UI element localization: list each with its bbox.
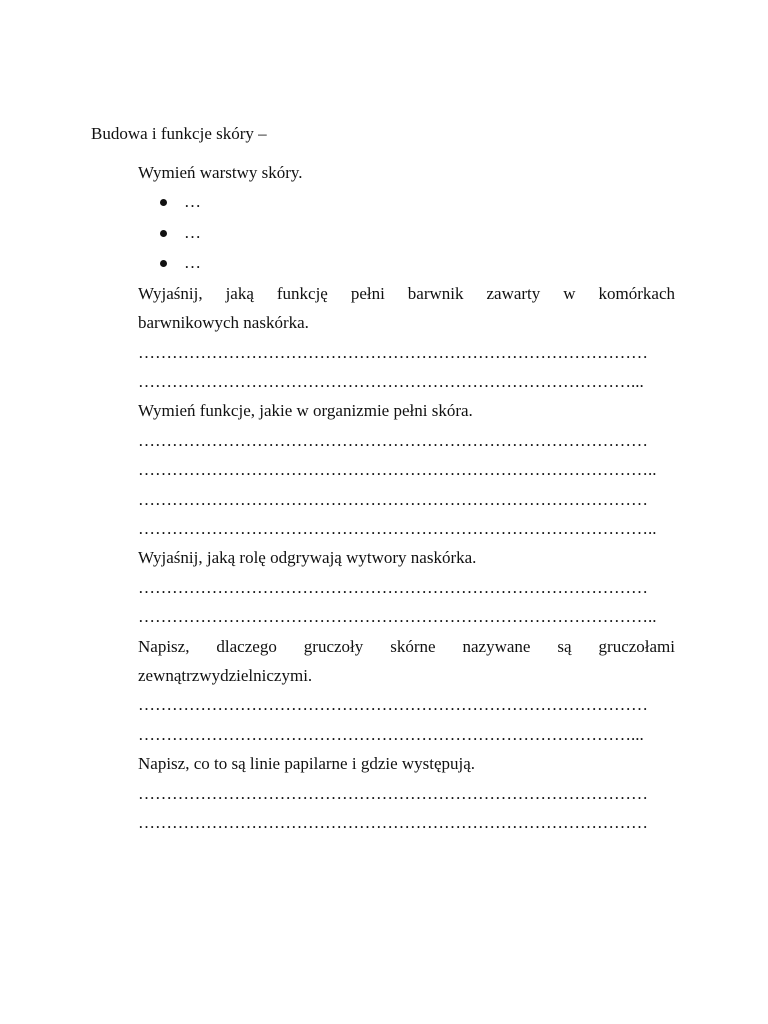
question-6: Napisz, co to są linie papilarne i gdzie występują. bbox=[138, 754, 476, 774]
question-3: Wymień funkcje, jakie w organizmie pełni skóra. bbox=[138, 401, 473, 421]
bullet-text: … bbox=[184, 192, 201, 212]
answer-line: ……………………………………………………………………………… bbox=[138, 489, 648, 509]
question-5-line-1: Napisz, dlaczego gruczoły skórne nazywane są gruczołami bbox=[138, 636, 675, 656]
answer-line: ……………………………………………………………………………….. bbox=[138, 607, 657, 627]
question-2-line-1: Wyjaśnij, jaką funkcję pełni barwnik zawarty w komórkach bbox=[138, 283, 675, 303]
answer-line: ……………………………………………………………………………… bbox=[138, 430, 648, 450]
worksheet-title: Budowa i funkcje skóry – bbox=[91, 124, 267, 143]
answer-line: ……………………………………………………………………………… bbox=[138, 783, 648, 803]
answer-line: ……………………………………………………………………………… bbox=[138, 812, 648, 832]
bullet-text: … bbox=[184, 253, 201, 273]
answer-line: ……………………………………………………………………………….. bbox=[138, 460, 657, 480]
answer-line: ……………………………………………………………………………... bbox=[138, 724, 644, 744]
question-1: Wymień warstwy skóry. bbox=[138, 163, 303, 182]
question-2-line-2: barwnikowych naskórka. bbox=[138, 313, 309, 333]
bullet-icon bbox=[160, 260, 167, 267]
answer-line: ……………………………………………………………………………… bbox=[138, 577, 648, 597]
list-item bbox=[138, 253, 675, 284]
list-item bbox=[138, 223, 675, 254]
list-item bbox=[138, 192, 675, 223]
bullet-text: … bbox=[184, 222, 201, 242]
answer-line: ……………………………………………………………………………… bbox=[138, 342, 648, 362]
answer-line: ……………………………………………………………………………... bbox=[138, 372, 644, 392]
answer-line: ……………………………………………………………………………… bbox=[138, 695, 648, 715]
question-5-line-2: zewnątrzwydzielniczymi. bbox=[138, 665, 313, 685]
bullet-icon bbox=[160, 230, 167, 237]
answer-line: ……………………………………………………………………………….. bbox=[138, 519, 657, 539]
question-4: Wyjaśnij, jaką rolę odgrywają wytwory naskórka. bbox=[138, 548, 477, 568]
bullet-icon bbox=[160, 199, 167, 206]
worksheet-content bbox=[138, 163, 675, 842]
